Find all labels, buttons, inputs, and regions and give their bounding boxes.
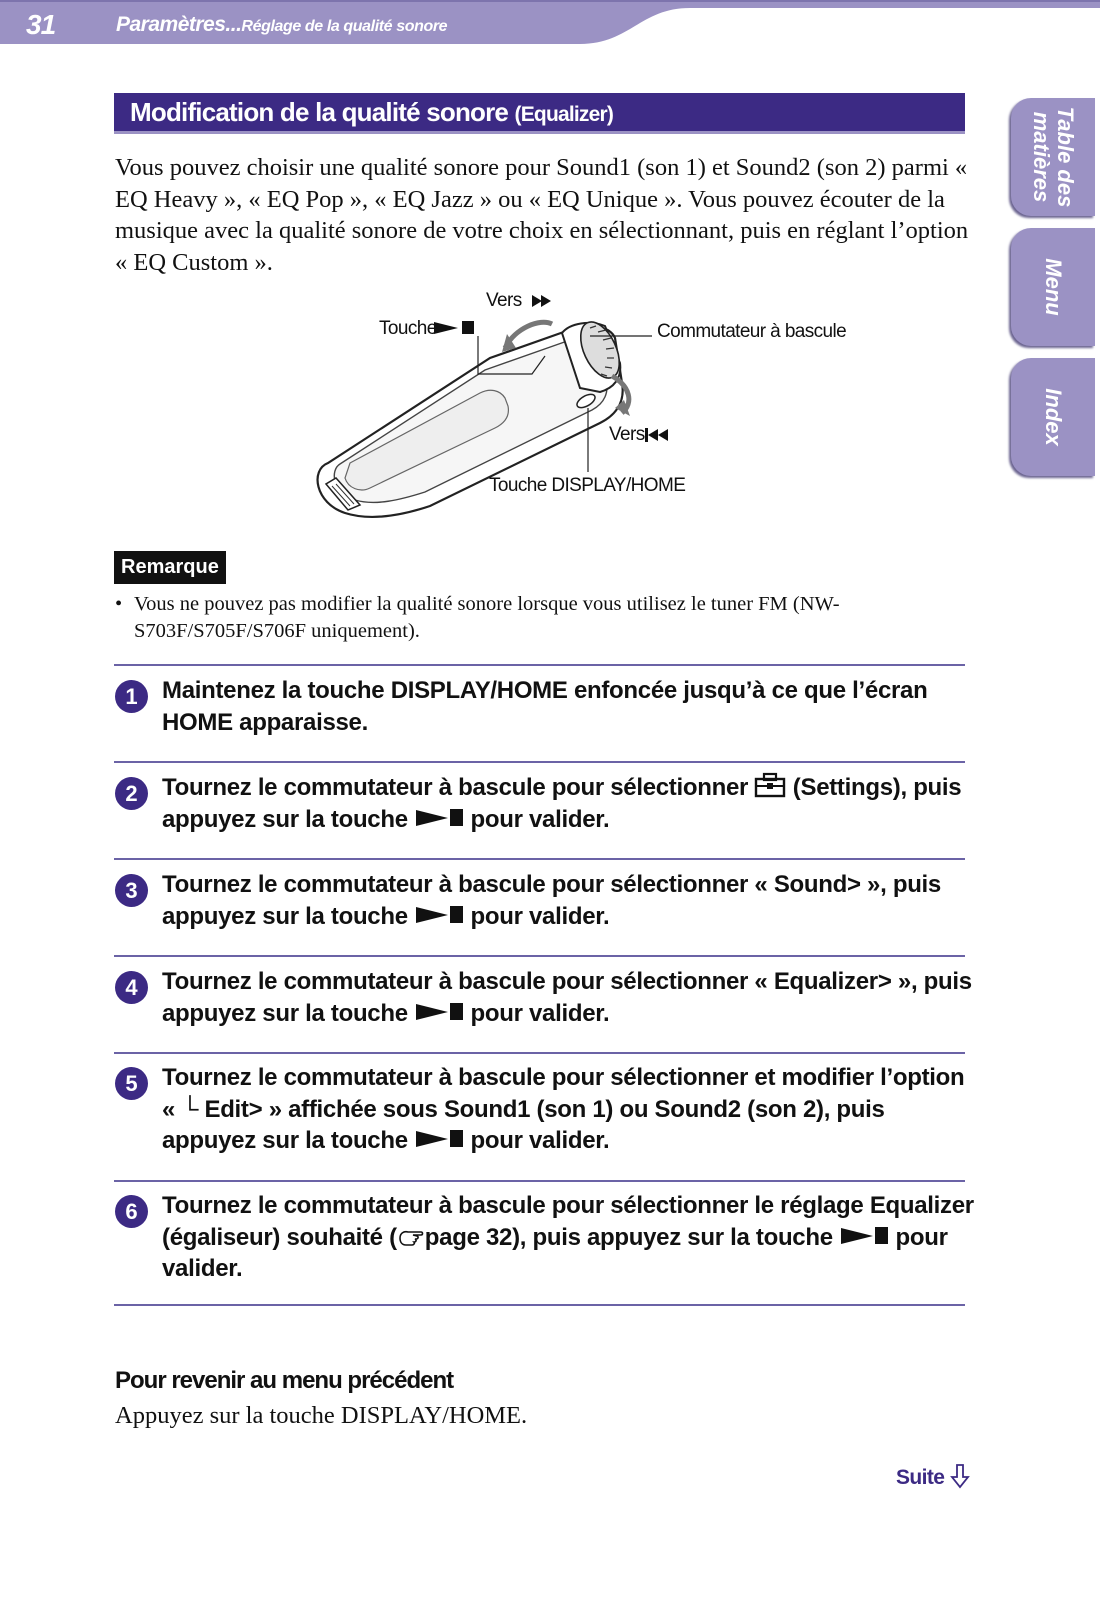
section-title: Modification de la qualité sonore (Equalizer) [130, 97, 614, 127]
step-1 [115, 675, 975, 738]
arrow-down-icon [950, 1463, 970, 1489]
section-title-bar [114, 93, 965, 134]
suite-link[interactable] [896, 1463, 970, 1490]
page-reference-hand-icon[interactable] [397, 1226, 425, 1248]
step-text: Tournez le commutateur à bascule pour sélectionner et modifier l’option « └ Edit> » affichée sous Sound1 (son 1) ou Sound2 (son 2), puis appuyez sur la touche pour valider. [162, 1064, 965, 1155]
suite-label[interactable]: Suite [896, 1466, 945, 1489]
step-number: 2 [115, 777, 148, 810]
step-text: Maintenez la touche DISPLAY/HOME enfoncée jusqu’à ce que l’écran HOME apparaisse. [162, 677, 928, 736]
step-4 [115, 966, 975, 1029]
tab-label-menu: Menu [1041, 258, 1066, 316]
label-touche-play-stop: Touche [379, 318, 437, 339]
breadcrumb-sub: Réglage de la qualité sonore [241, 18, 448, 35]
play-stop-icon [414, 904, 464, 926]
play-stop-icon [414, 1128, 464, 1150]
step-number: 4 [115, 971, 148, 1004]
step-number: 3 [115, 874, 148, 907]
play-stop-icon [414, 807, 464, 829]
section-title-suffix: (Equalizer) [514, 103, 614, 126]
label-vers-forward: Vers [486, 290, 522, 311]
step-text: Tournez le commutateur à bascule pour sélectionner (Settings), puis appuyez sur la touche pour valider. [162, 774, 962, 833]
back-section-title: Pour revenir au menu précédent [115, 1367, 454, 1394]
divider [114, 1180, 965, 1182]
play-stop-icon [839, 1225, 889, 1247]
step-text: Tournez le commutateur à bascule pour sélectionner « Sound> », puis appuyez sur la touche pour valider. [162, 871, 941, 930]
tab-table-des-matieres[interactable] [1011, 98, 1095, 216]
step-3 [115, 869, 975, 932]
device-illustration [300, 288, 860, 528]
divider [114, 1304, 965, 1306]
label-commutateur: Commutateur à bascule [657, 321, 847, 342]
settings-toolbox-icon [754, 772, 786, 798]
intro-paragraph: Vous pouvez choisir une qualité sonore pour Sound1 (son 1) et Sound2 (son 2) parmi « EQ Heavy », « EQ Pop », « EQ Jazz » ou « EQ Unique ». Vous pouvez écouter de la musique avec la qualité sonore de votre choix en sélectionnant, puis en réglant l’option « EQ Custom ». [115, 154, 969, 276]
divider [114, 1052, 965, 1054]
step-number: 6 [115, 1195, 148, 1228]
label-vers-back: Vers [609, 424, 645, 445]
step-text: Tournez le commutateur à bascule pour sélectionner le réglage Equalizer (égaliseur) souhaité ( page 32), puis appuyez sur la touche pour valider. [162, 1192, 974, 1283]
divider [114, 858, 965, 860]
step-6 [115, 1190, 975, 1285]
breadcrumb[interactable] [116, 13, 447, 37]
divider [114, 955, 965, 957]
step-number: 5 [115, 1067, 148, 1100]
back-section-text: Appuyez sur la touche DISPLAY/HOME. [115, 1402, 528, 1429]
breadcrumb-main[interactable]: Paramètres... [116, 13, 242, 36]
step-text: Tournez le commutateur à bascule pour sélectionner « Equalizer> », puis appuyez sur la touche pour valider. [162, 968, 972, 1027]
remarque-note [115, 591, 955, 644]
remarque-label: Remarque [114, 551, 226, 584]
remarque-text: Vous ne pouvez pas modifier la qualité sonore lorsque vous utilisez le tuner FM (NW-S703F/S705F/S706F uniquement). [134, 593, 840, 642]
bullet: • [115, 593, 123, 615]
divider [114, 761, 965, 763]
page-header [0, 0, 1100, 46]
tab-label-toc: Table des matières [1029, 106, 1078, 208]
label-touche-display: Touche DISPLAY/HOME [489, 475, 686, 496]
step-5 [115, 1062, 975, 1157]
play-stop-icon [414, 1001, 464, 1023]
step-number: 1 [115, 680, 148, 713]
tab-index[interactable] [1011, 358, 1095, 476]
tab-menu[interactable] [1011, 228, 1095, 346]
divider [114, 664, 965, 666]
page-number: 31 [26, 9, 56, 40]
step-2 [115, 772, 975, 835]
tab-label-index: Index [1041, 388, 1066, 446]
